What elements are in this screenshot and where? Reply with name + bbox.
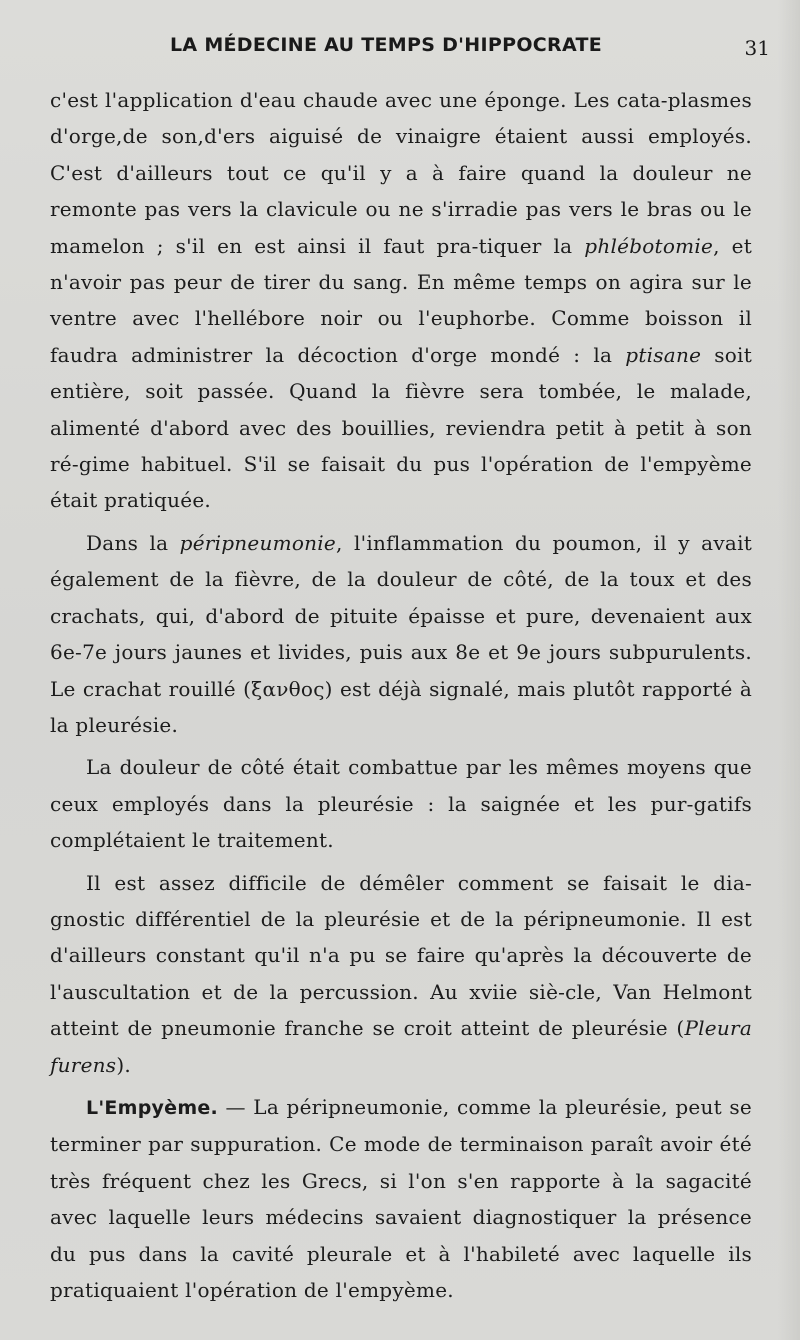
- paragraph-2: Dans la péripneumonie, l'inflammation du poumon, il y avait également de la fièvre, de la douleur de côté, de la toux et des crachats, qui, d'abord de pituite épaisse et pure, devenaient aux 6e-7e jours jaunes et livides, puis aux 8e et 9e jours subpurulents. Le crachat rouillé (ξανθος) est déjà signalé, mais plutôt rapporté à la pleurésie.: [50, 530, 752, 737]
- section-heading-empyeme: L'Empyème.: [86, 1096, 218, 1119]
- italic-term-peripneumonie: péripneumonie: [179, 530, 337, 555]
- italic-term-ptisane: ptisane: [625, 342, 702, 367]
- paragraph-5: L'Empyème. — La péripneumonie, comme la pleurésie, peut se terminer par suppuration. Ce mode de terminaison paraît avoir été très fréquent chez les Grecs, si l'on s'en rapporte à la sagacité avec laquelle leurs médecins savaient diagnostiquer la présence du pus dans la cavité pleurale et à l'habileté avec laquelle ils pratiquaient l'opération de l'empyème.: [50, 1094, 752, 1302]
- paragraph-3: La douleur de côté était combattue par les mêmes moyens que ceux employés dans la pleurésie : la saignée et les pur-gatifs complétaient le traitement.: [50, 755, 752, 853]
- italic-term-pleura-furens: Pleura furens: [50, 1016, 752, 1077]
- paragraph-1: c'est l'application d'eau chaude avec une éponge. Les cata-plasmes d'orge,de son,d'ers aiguisé de vinaigre étaient aussi employés. C'est d'ailleurs tout ce qu'il y a à faire quand la douleur ne remonte pas vers la clavicule ou ne s'irradie pas vers le bras ou le mamelon ; s'il en est ainsi il faut pra-tiquer la phlébotomie, et n'avoir pas peur de tirer du sang. En même temps on agira sur le ventre avec l'hellébore noir ou l'euphorbe. Comme boisson il faudra administrer la décoction d'orge mondé : la ptisane soit entière, soit passée. Quand la fièvre sera tombée, le malade, alimenté d'abord avec des bouillies, reviendra petit à petit à son ré-gime habituel. S'il se faisait du pus l'opération de l'empyème était pratiquée.: [50, 88, 752, 513]
- italic-term-phlebotomie: phlébotomie: [584, 233, 714, 258]
- page-number: 31: [744, 36, 770, 60]
- page-header: [50, 34, 770, 62]
- paragraph-4: Il est assez difficile de démêler comment se faisait le dia-gnostic différentiel de la pleurésie et de la péripneumonie. Il est d'ailleurs constant qu'il n'a pu se faire qu'après la découverte de l'auscultation et de la percussion. Au xviie siè-cle, Van Helmont atteint de pneumonie franche se croit atteint de pleurésie (Pleura furens).: [50, 870, 752, 1077]
- running-title: LA MÉDECINE AU TEMPS D'HIPPOCRATE: [170, 34, 603, 56]
- page-edge-shadow: [778, 0, 800, 1340]
- body-text: [50, 82, 752, 1308]
